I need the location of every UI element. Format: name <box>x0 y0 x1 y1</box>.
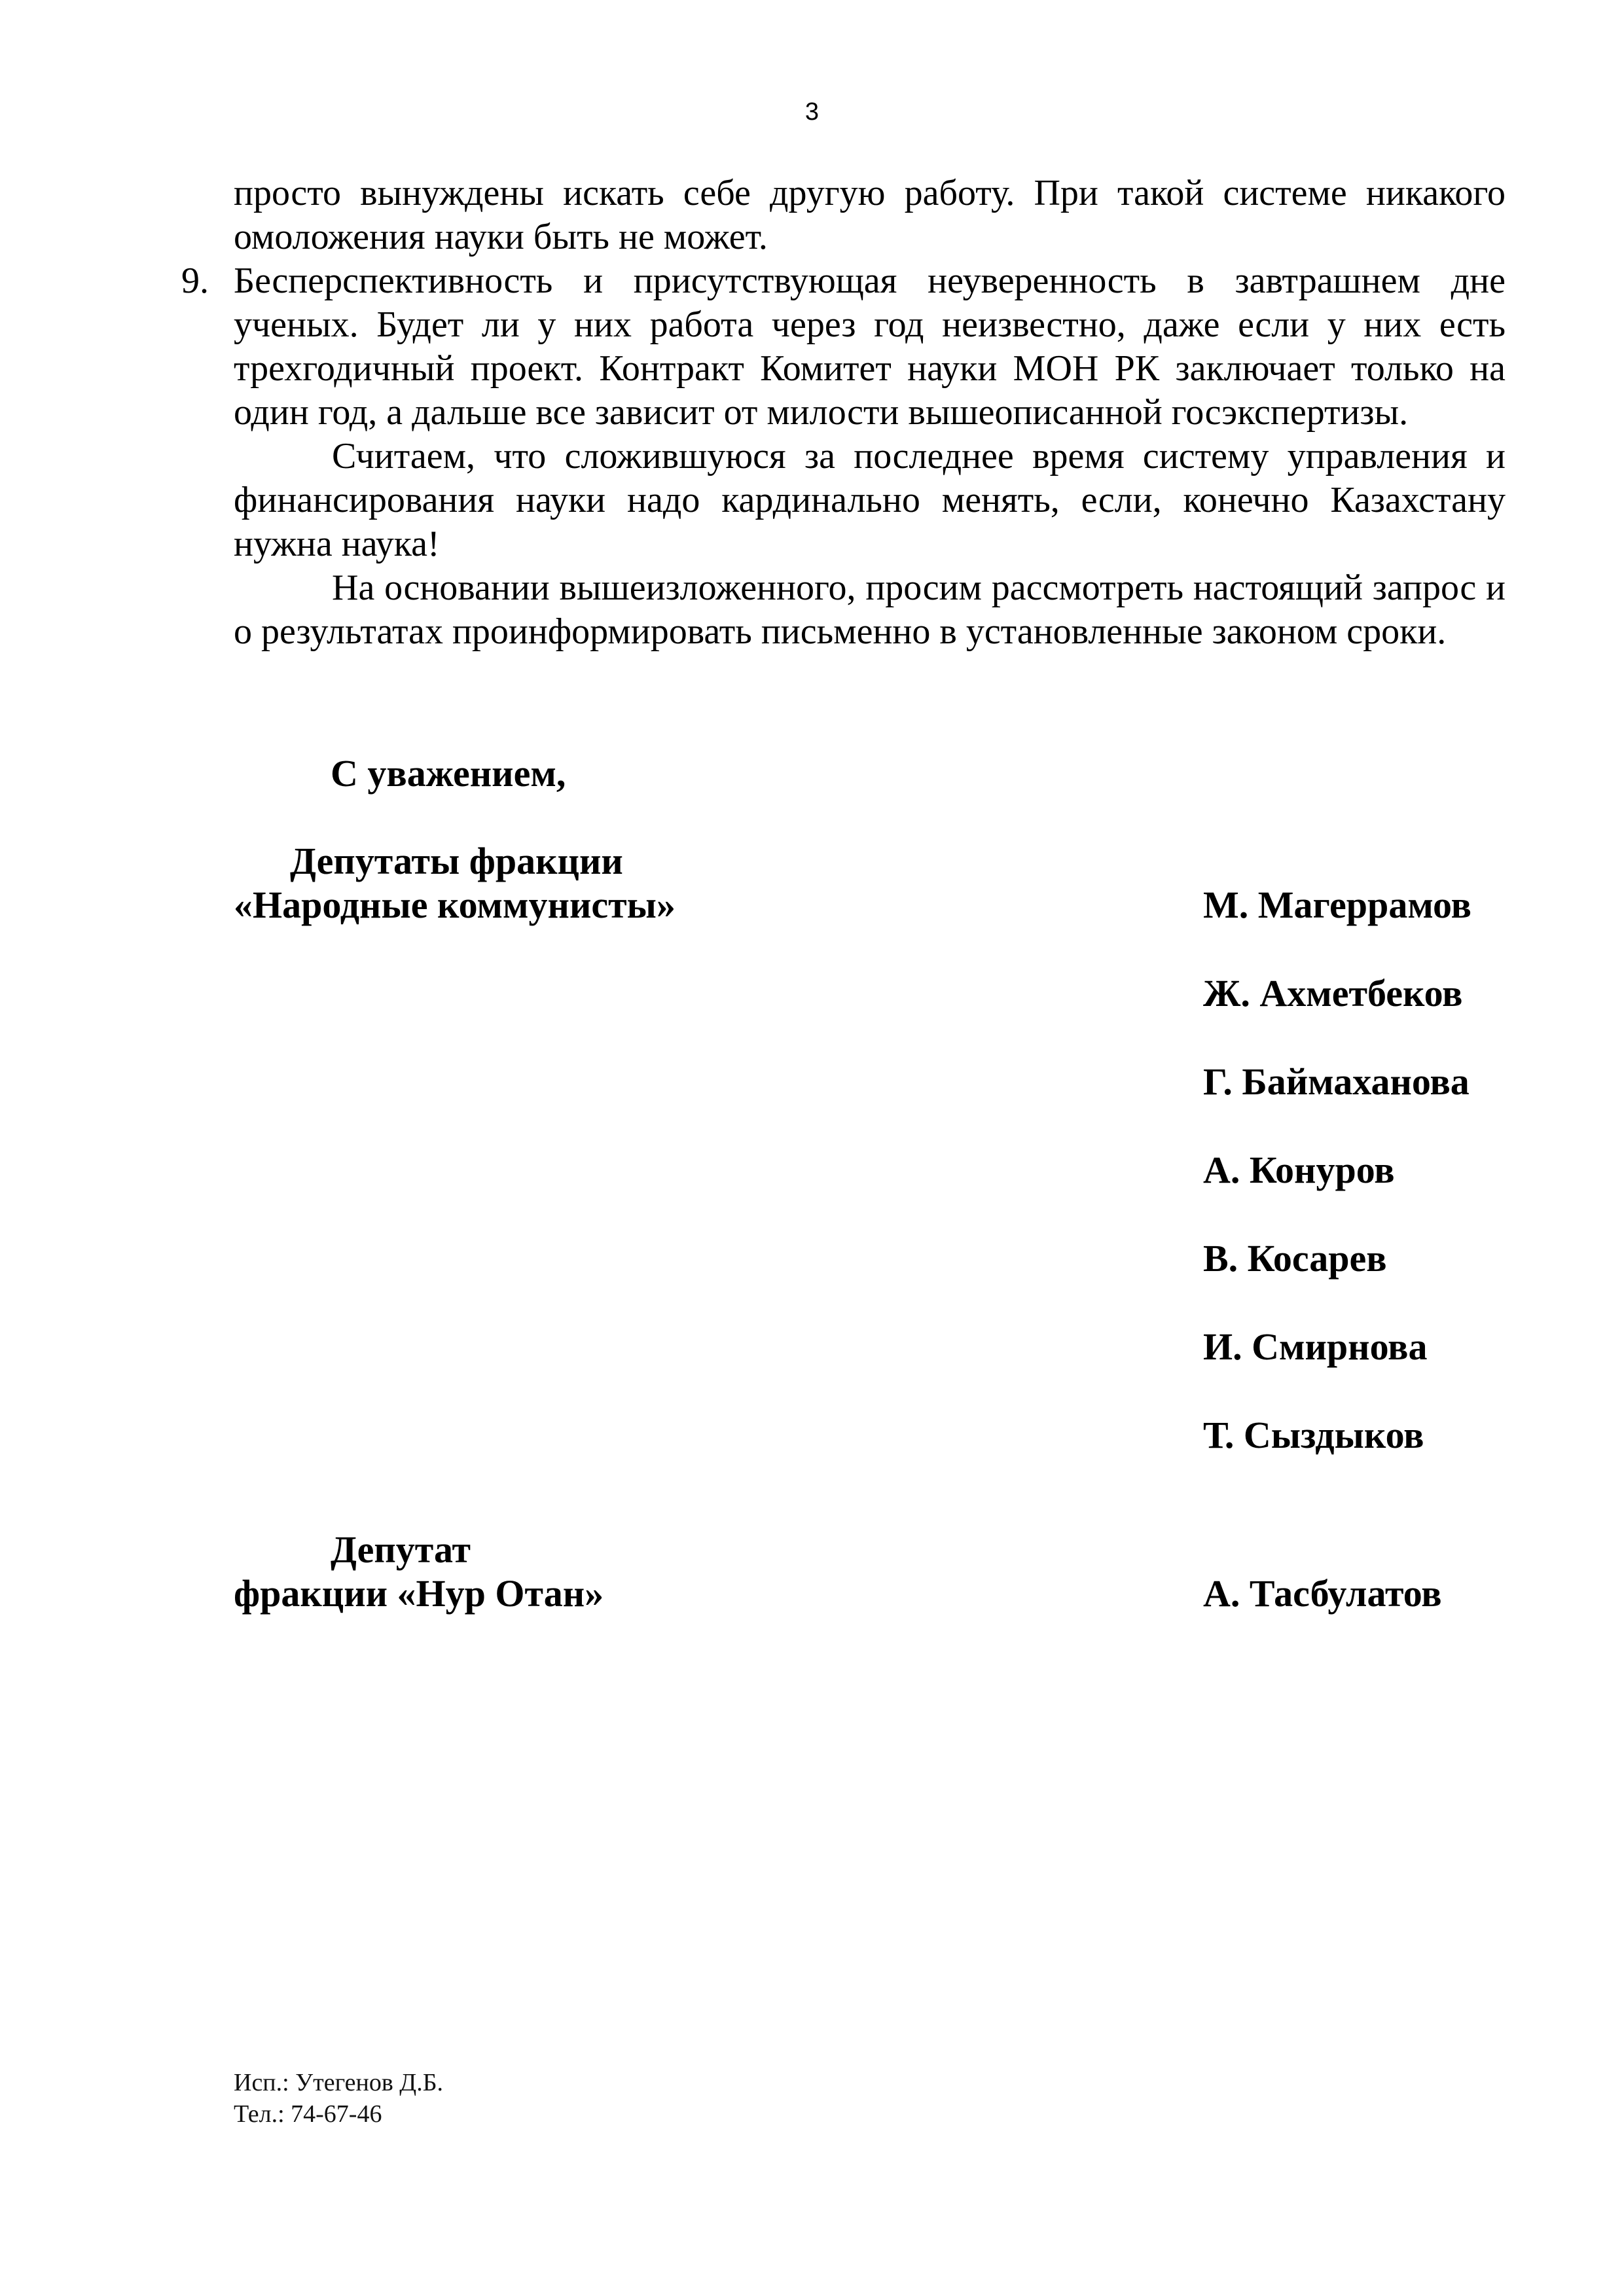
group1-title-line2: «Народные коммунисты» <box>234 884 676 926</box>
list-item-number: 9. <box>181 260 209 301</box>
list-item-9 <box>181 259 1506 435</box>
signatory-5: В. Косарев <box>1203 1237 1387 1280</box>
signatory-2: Ж. Ахметбеков <box>1203 972 1463 1014</box>
signatory-1: М. Магеррамов <box>1203 884 1471 926</box>
page-number: 3 <box>804 98 820 126</box>
closing-salutation: С уважением, <box>331 752 566 795</box>
signatory-3: Г. Баймаханова <box>1203 1060 1470 1103</box>
signatory-6: И. Смирнова <box>1203 1325 1428 1368</box>
paragraph-continuation: просто вынуждены искать себе другую работу. При такой системе никакого омоложения науки быть не может. <box>234 173 1506 257</box>
paragraph-conclusion: Считаем, что сложившуюся за последнее время систему управления и финансирования науки надо кардинально менять, если, конечно Казахстану нужна наука! <box>234 436 1506 564</box>
signatory-4: А. Конуров <box>1203 1149 1395 1191</box>
group1-title-line1: Депутаты фракции <box>290 840 623 882</box>
list-item-text: Бесперспективность и присутствующая неуверенность в завтрашнем дне ученых. Будет ли у них работа через год неизвестно, даже если у них есть трехгодичный проект. Контракт Комитет науки МОН РК заключает только на один год, а дальше все зависит от милости вышеописанной госэкспертизы. <box>234 260 1506 433</box>
footer-phone: Тел.: 74-67-46 <box>234 2100 382 2128</box>
group2-title-line2: фракции «Нур Отан» <box>234 1572 604 1615</box>
signatory-8: А. Тасбулатов <box>1203 1572 1442 1615</box>
group2-title-line1: Депутат <box>331 1528 471 1571</box>
footer-executor: Исп.: Утегенов Д.Б. <box>234 2069 444 2096</box>
paragraph-request: На основании вышеизложенного, просим рассмотреть настоящий запрос и о результатах проинформировать письменно в установленные законом сроки. <box>234 567 1506 652</box>
signatory-7: Т. Сыздыков <box>1203 1414 1424 1456</box>
